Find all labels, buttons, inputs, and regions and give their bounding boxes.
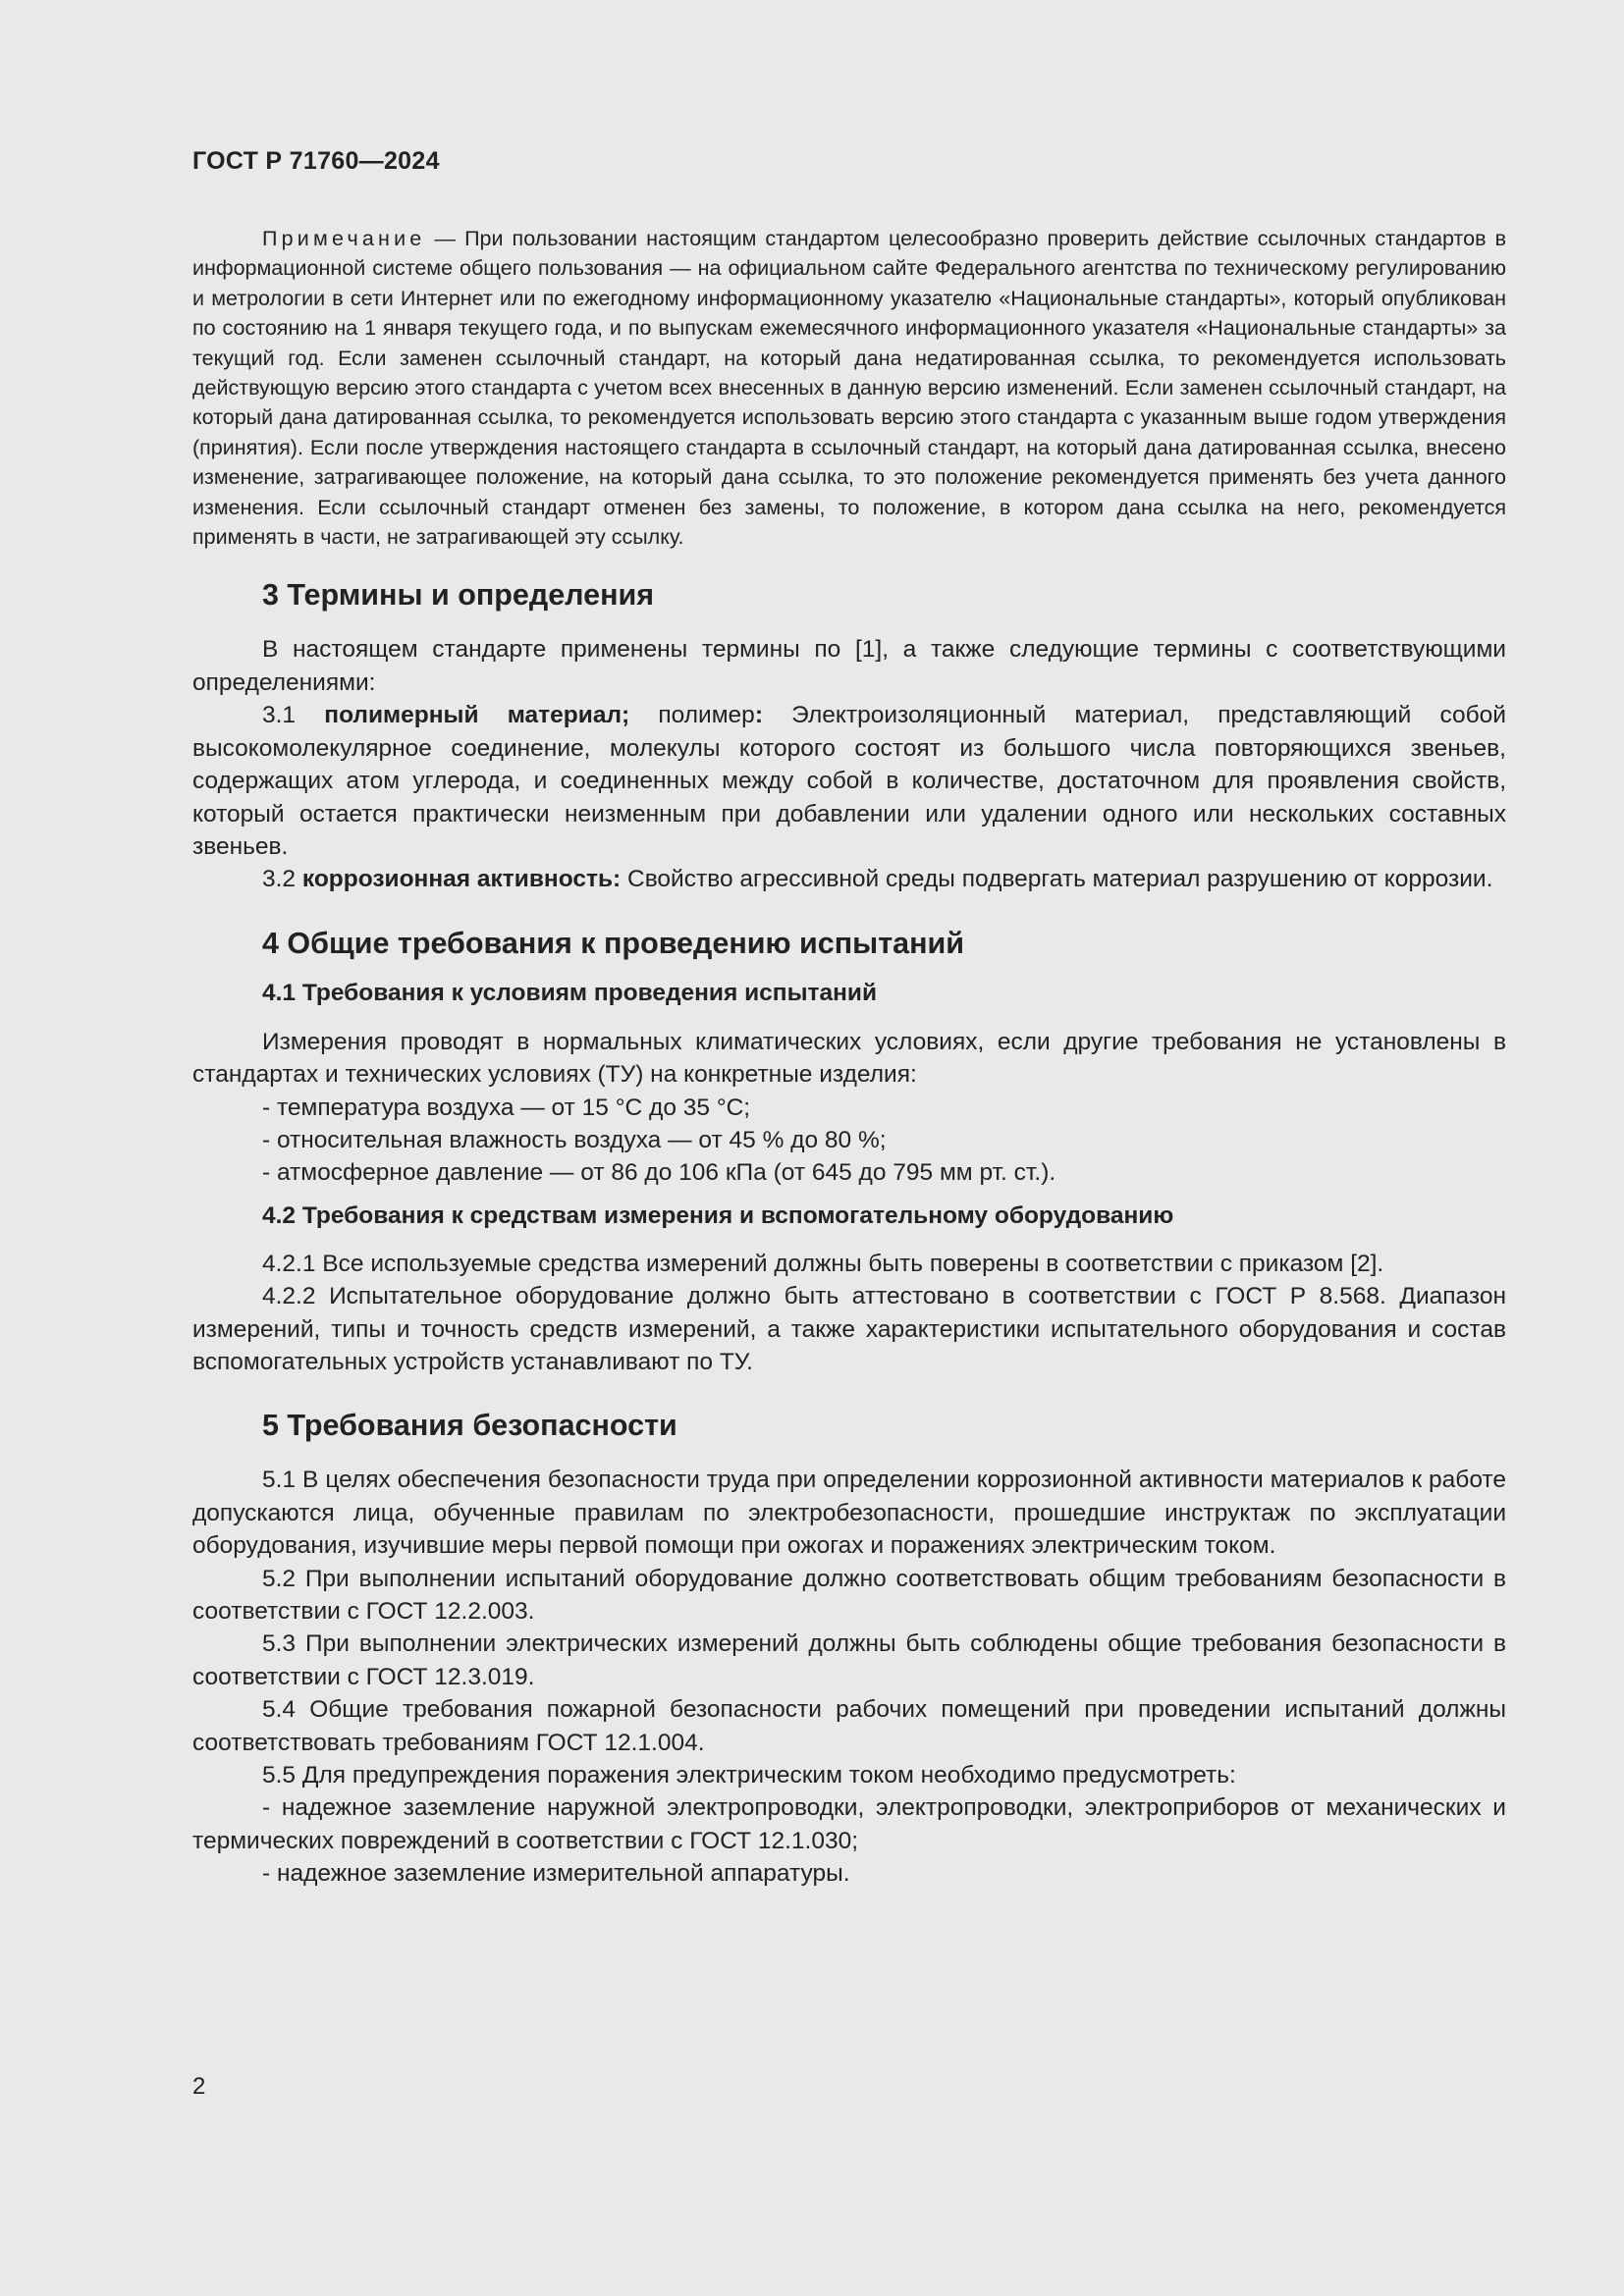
document-header: ГОСТ Р 71760—2024 [192,147,440,175]
paragraph-5-3: 5.3 При выполнении электрических измерений должны быть соблюдены общие требования безопасности в соответствии с ГОСТ 12.3.019. [192,1630,1506,1690]
list-item: - температура воздуха — от 15 °С до 35 °С; [262,1094,751,1121]
term-3-2-name: коррозионная активность: [301,866,622,893]
section-4-2-title: 4.2 Требования к средствам измерения и вспомогательному оборудованию [262,1201,1174,1229]
paragraph-5-1: 5.1 В целях обеспечения безопасности труда при определении коррозионной активности материалов к работе допускаются лица, обученные правилам по электробезопасности, прошедшие инструктаж по эксплуатации оборудования, изучившие меры первой помощи при ожогах и поражениях электрическим током. [192,1467,1506,1560]
paragraph-4-2-1: 4.2.1 Все используемые средства измерений должны быть поверены в соответствии с приказом [2]. [262,1250,1384,1277]
note-label: Примечание [262,227,426,250]
paragraph-5-5: 5.5 Для предупреждения поражения электрическим током необходимо предусмотреть: [262,1762,1236,1789]
term-3-1-synonym: полимер [629,702,755,729]
list-item: - относительная влажность воздуха — от 45 % до 80 %; [262,1126,887,1153]
term-3-1 [192,699,1506,863]
list-item: - надежное заземление измерительной аппаратуры. [262,1860,850,1888]
section-5-title: 5 Требования безопасности [262,1409,677,1443]
list-item: - атмосферное давление — от 86 до 106 кПа (от 645 до 795 мм рт. ст.). [262,1159,1056,1187]
term-3-1-definition: Электроизоляционный материал, представляющий собой высокомолекулярное соединение, молекулы которого состоят из большого числа повторяющихся звеньев, содержащих атом углерода, и соединенных между собой в количестве, достаточном для проявления свойств, который остается практически неизменным при добавлении или удалении одного или нескольких составных звеньев. [192,702,1506,860]
paragraph-5-4: 5.4 Общие требования пожарной безопасности рабочих помещений при проведении испытаний должны соответствовать требованиям ГОСТ 12.1.004. [192,1696,1506,1756]
term-3-1-name: полимерный материал; [324,702,630,729]
list-item: - надежное заземление наружной электропроводки, электропроводки, электроприборов от механических и термических повреждений в соответствии с ГОСТ 12.1.030; [192,1794,1506,1854]
section-4-1-title: 4.1 Требования к условиям проведения испытаний [262,979,878,1006]
page-number: 2 [192,2073,206,2100]
document-body [192,224,1506,1891]
paragraph-5-2: 5.2 При выполнении испытаний оборудование должно соответствовать общим требованиям безопасности в соответствии с ГОСТ 12.2.003. [192,1565,1506,1625]
term-3-1-number: 3.1 [262,702,325,729]
term-3-2 [192,863,1506,895]
section-4-1-intro: Измерения проводят в нормальных климатических условиях, если другие требования не установлены в стандартах и технических условиях (ТУ) на конкретные изделия: [192,1028,1506,1089]
term-3-2-number: 3.2 [262,866,302,893]
term-3-1-colon: : [754,702,763,729]
section-3-intro: В настоящем стандарте применены термины по [1], а также следующие термины с соответствующими определениями: [192,636,1506,696]
paragraph-4-2-2: 4.2.2 Испытательное оборудование должно быть аттестовано в соответствии с ГОСТ Р 8.568. Диапазон измерений, типы и точность средств измерений, а также характеристики испытательного оборудования и состав вспомогательных устройств устанавливают по ТУ. [192,1283,1506,1375]
term-3-2-definition: Свойство агрессивной среды подвергать материал разрушению от коррозии. [621,866,1493,893]
section-4-title: 4 Общие требования к проведению испытаний [262,926,965,960]
reference-note [192,224,1506,552]
section-3-title: 3 Термины и определения [262,578,655,613]
note-text: — При пользовании настоящим стандартом целесообразно проверить действие ссылочных стандартов в информационной системе общего пользования — на официальном сайте Федерального агентства по техническому регулированию и метрологии в сети Интернет или по ежегодному информационному указателю «Национальные стандарты», который опубликован по состоянию на 1 января текущего года, и по выпускам ежемесячного информационного указателя «Национальные стандарты» за текущий год. Если заменен ссылочный стандарт, на который дана недатированная ссылка, то рекомендуется использовать действующую версию этого стандарта с учетом всех внесенных в данную версию изменений. Если заменен ссылочный стандарт, на который дана датированная ссылка, то рекомендуется использовать версию этого стандарта с указанным выше годом утверждения (принятия). Если после утверждения настоящего стандарта в ссылочный стандарт, на который дана датированная ссылка, внесено изменение, затрагивающее положение, на который дана ссылка, то это положение рекомендуется применять без учета данного изменения. Если ссылочный стандарт отменен без замены, то положение, в котором дана ссылка на него, рекомендуется применять в части, не затрагивающей эту ссылку. [192,227,1506,550]
